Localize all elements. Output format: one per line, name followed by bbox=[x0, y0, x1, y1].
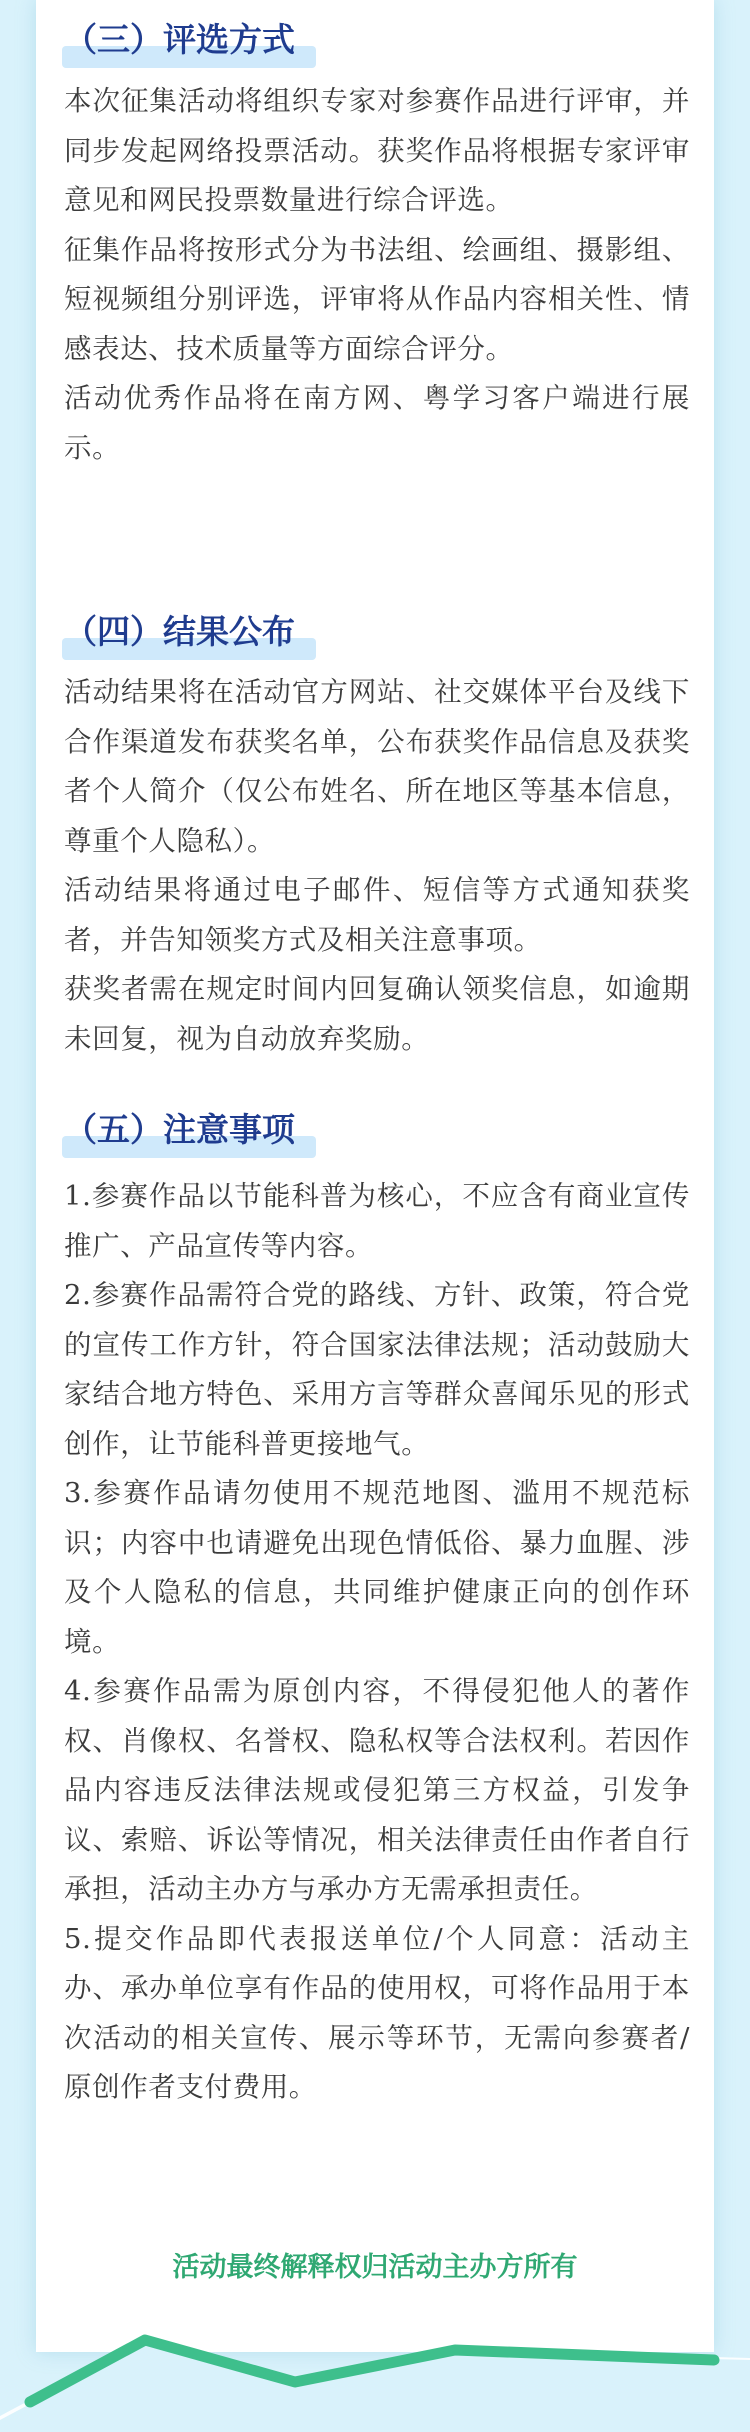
paragraph: 本次征集活动将组织专家对参赛作品进行评审，并同步发起网络投票活动。获奖作品将根据专家评审意见和网民投票数量进行综合评选。 bbox=[64, 85, 690, 216]
content-card bbox=[36, 0, 714, 2352]
numbered-item: 3.参赛作品请勿使用不规范地图、滥用不规范标识；内容中也请避免出现色情低俗、暴力血腥、涉及个人隐私的信息，共同维护健康正向的创作环境。 bbox=[64, 1477, 690, 1658]
paragraph: 获奖者需在规定时间内回复确认领奖信息，如逾期未回复，视为自动放弃奖励。 bbox=[64, 973, 690, 1055]
section-body-results bbox=[64, 668, 690, 1064]
section-heading-evaluation bbox=[36, 10, 326, 70]
paragraph: 活动结果将在活动官方网站、社交媒体平台及线下合作渠道发布获奖名单，公布获奖作品信息及获奖者个人简介（仅公布姓名、所在地区等基本信息，尊重个人隐私）。 bbox=[64, 676, 690, 857]
paragraph: 征集作品将按形式分为书法组、绘画组、摄影组、短视频组分别评选，评审将从作品内容相关性、情感表达、技术质量等方面综合评分。 bbox=[64, 233, 690, 365]
section-heading-notes bbox=[36, 1100, 326, 1160]
numbered-item: 4.参赛作品需为原创内容，不得侵犯他人的著作权、肖像权、名誉权、隐私权等合法权利。若因作品内容违反法律法规或侵犯第三方权益，引发争议、索赔、诉讼等情况，相关法律责任由作者自行承担，活动主办方与承办方无需承担责任。 bbox=[64, 1675, 690, 1905]
numbered-item: 1.参赛作品以节能科普为核心，不应含有商业宣传推广、产品宣传等内容。 bbox=[64, 1180, 690, 1262]
footer-disclaimer: 活动最终解释权归活动主办方所有 bbox=[172, 2252, 578, 2283]
section-title: （四）结果公布 bbox=[64, 612, 295, 651]
section-title: （五）注意事项 bbox=[64, 1110, 295, 1149]
decorative-wave bbox=[0, 2320, 750, 2432]
section-title: （三）评选方式 bbox=[64, 20, 295, 59]
numbered-item: 5.提交作品即代表报送单位/个人同意：活动主办、承办单位享有作品的使用权，可将作品用于本次活动的相关宣传、展示等环节，无需向参赛者/原创作者支付费用。 bbox=[64, 1922, 690, 2103]
section-body-evaluation bbox=[64, 77, 690, 473]
paragraph: 活动结果将通过电子邮件、短信等方式通知获奖者，并告知领奖方式及相关注意事项。 bbox=[64, 874, 690, 956]
numbered-item: 2.参赛作品需符合党的路线、方针、政策，符合党的宣传工作方针，符合国家法律法规；活动鼓励大家结合地方特色、采用方言等群众喜闻乐见的形式创作，让节能科普更接地气。 bbox=[64, 1279, 690, 1460]
section-heading-results bbox=[36, 602, 326, 662]
section-body-notes bbox=[64, 1172, 690, 2113]
paragraph: 活动优秀作品将在南方网、粤学习客户端进行展示。 bbox=[64, 382, 690, 464]
